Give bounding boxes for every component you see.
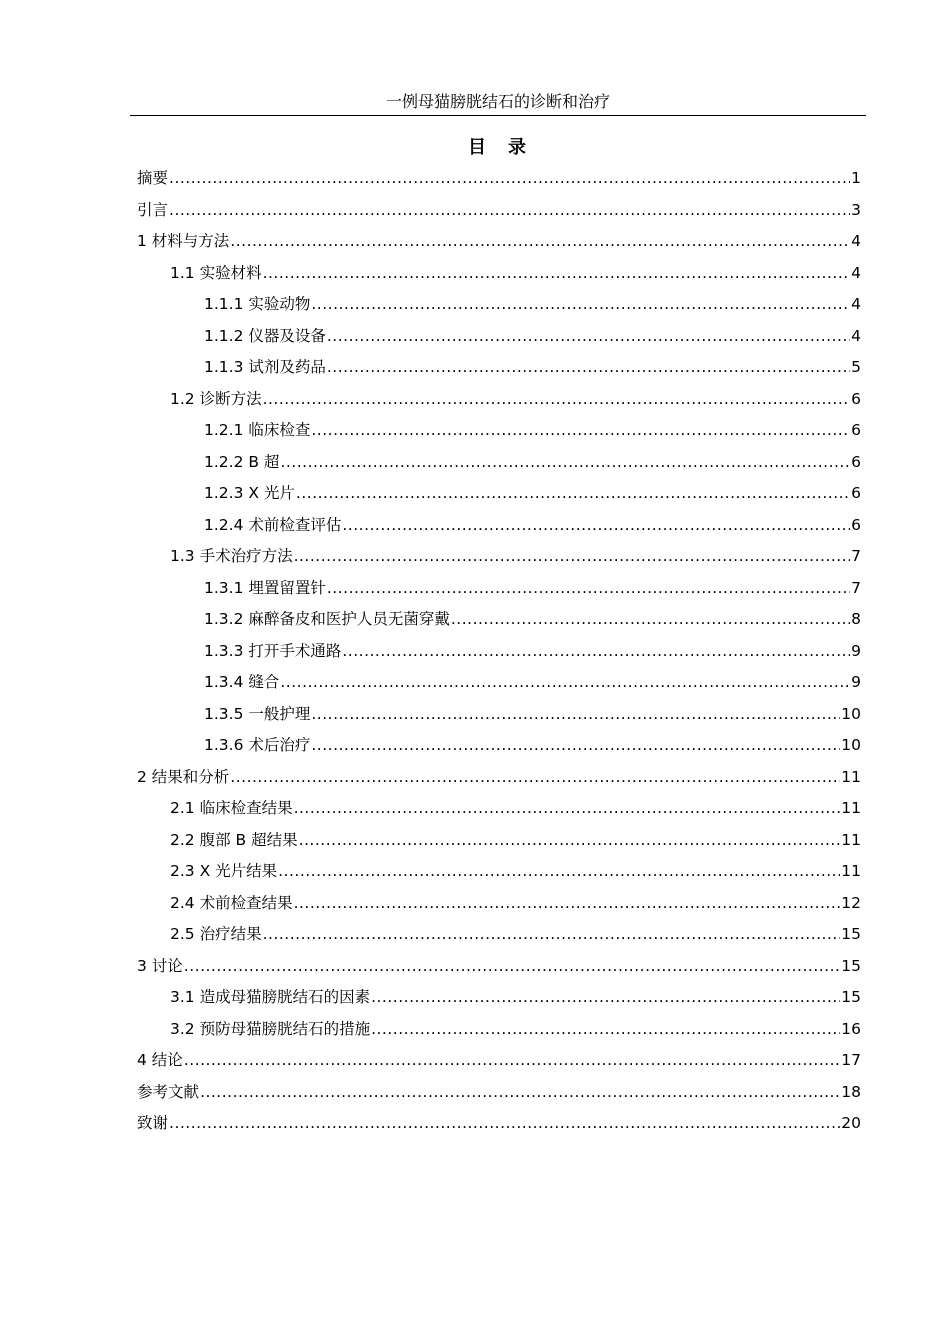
toc-entry-text: 1.2.3 X 光片 [204, 484, 295, 502]
toc-page-number: 9 [851, 673, 861, 691]
toc-entry-text: 1.1.1 实验动物 [204, 295, 311, 313]
toc-dot-leader [294, 794, 841, 822]
toc-entry-text: 4 结论 [137, 1051, 183, 1069]
toc-dot-leader [263, 385, 851, 413]
toc-dot-leader [311, 416, 850, 444]
toc-page-number: 5 [851, 358, 861, 376]
toc-dot-leader [371, 1015, 840, 1043]
toc-entry-text: 2.3 X 光片结果 [170, 862, 278, 880]
toc-dot-leader [169, 164, 850, 192]
toc-page-number: 8 [851, 610, 861, 628]
toc-entry[interactable] [137, 479, 861, 511]
toc-page-number: 6 [851, 452, 861, 471]
toc-entry-text: 3 讨论 [137, 956, 183, 975]
toc-dot-leader [327, 353, 850, 381]
toc-entry-text: 摘要 [137, 169, 169, 187]
toc-entry-text: 3.1 造成母猫膀胱结石的因素 [170, 988, 371, 1006]
toc-dot-leader [311, 731, 840, 759]
toc-page-number: 17 [841, 1051, 861, 1069]
toc-entry-text: 1 材料与方法 [137, 232, 230, 250]
toc-entry[interactable] [137, 511, 861, 543]
toc-dot-leader [169, 196, 850, 224]
toc-entry[interactable] [137, 542, 861, 574]
toc-dot-leader [294, 542, 851, 570]
toc-entry[interactable] [137, 1015, 861, 1047]
toc-entry[interactable] [137, 731, 861, 763]
toc-entry-text: 1.3 手术治疗方法 [170, 547, 293, 565]
toc-entry-text: 1.3.3 打开手术通路 [204, 641, 342, 660]
document-title: 一例母猫膀胱结石的诊断和治疗 [385, 92, 610, 111]
toc-entry-text: 2.2 腹部 B 超结果 [170, 830, 298, 849]
toc-entry-text: 参考文献 [137, 1082, 200, 1101]
toc-dot-leader [311, 700, 840, 728]
toc-dot-leader [296, 479, 850, 507]
toc-page-number: 4 [851, 326, 861, 345]
toc-entry-text: 1.1.2 仪器及设备 [204, 326, 326, 345]
toc-page-number: 15 [841, 956, 861, 975]
toc-entry-text: 1.1 实验材料 [170, 263, 262, 282]
toc-entry[interactable] [137, 1078, 861, 1110]
toc-page-number: 15 [841, 925, 861, 943]
toc-entry[interactable] [137, 920, 861, 952]
toc-page-number: 15 [841, 988, 861, 1006]
toc-page-number: 11 [841, 862, 861, 880]
toc-entry-text: 1.2.4 术前检查评估 [204, 515, 342, 534]
toc-page-number: 11 [841, 799, 861, 817]
toc-entry[interactable] [137, 322, 861, 354]
toc-dot-leader [263, 259, 851, 287]
toc-entry[interactable] [137, 700, 861, 732]
toc-page-number: 4 [851, 232, 861, 250]
toc-dot-leader [451, 605, 850, 633]
toc-entry[interactable] [137, 857, 861, 889]
toc-dot-leader [278, 857, 840, 885]
toc-entry[interactable] [137, 385, 861, 417]
toc-dot-leader [280, 668, 850, 696]
toc-title: 目 录 [468, 137, 528, 158]
toc-page-number: 10 [841, 704, 861, 723]
toc-dot-leader [299, 826, 841, 854]
toc-entry-text: 1.3.2 麻醉备皮和医护人员无菌穿戴 [204, 610, 450, 628]
toc-entry[interactable] [137, 889, 861, 921]
toc-page-number: 10 [841, 736, 861, 754]
toc-page-number: 7 [851, 578, 861, 597]
toc-entry-text: 1.2.2 B 超 [204, 452, 280, 471]
toc-entry-text: 1.2.1 临床检查 [204, 421, 311, 439]
toc-entry[interactable] [137, 416, 861, 448]
toc-entry[interactable] [137, 826, 861, 858]
toc-entry-text: 1.1.3 试剂及药品 [204, 358, 326, 376]
toc-page-number: 6 [851, 389, 861, 408]
toc-dot-leader [294, 889, 841, 917]
toc-entry-text: 3.2 预防母猫膀胱结石的措施 [170, 1019, 371, 1038]
toc-entry-text: 1.3.5 一般护理 [204, 704, 311, 723]
toc-entry[interactable] [137, 794, 861, 826]
toc-entry-text: 致谢 [137, 1114, 169, 1132]
toc-page-number: 1 [851, 169, 861, 187]
toc-dot-leader [327, 574, 850, 602]
toc-dot-leader [263, 920, 841, 948]
toc-entry[interactable] [137, 353, 861, 385]
toc-page-number: 6 [851, 421, 861, 439]
toc-page-number: 12 [841, 893, 861, 912]
toc-entry[interactable] [137, 259, 861, 291]
toc-page-number: 4 [851, 263, 861, 282]
toc-dot-leader [184, 952, 840, 980]
toc-entry[interactable] [137, 196, 861, 228]
toc-page-number: 11 [841, 767, 861, 786]
toc-page-number: 3 [851, 200, 861, 219]
toc-entry[interactable] [137, 448, 861, 480]
toc-entry-text: 1.3.1 埋置留置针 [204, 578, 326, 597]
toc-entry-text: 2.1 临床检查结果 [170, 799, 293, 817]
toc-dot-leader [342, 637, 850, 665]
toc-page-number: 4 [851, 295, 861, 313]
toc-page-number: 9 [851, 641, 861, 660]
toc-entry-text: 1.3.4 缝合 [204, 673, 280, 691]
page-header [130, 90, 866, 116]
toc-entry-text: 2 结果和分析 [137, 767, 230, 786]
toc-entry[interactable] [137, 164, 861, 196]
toc-dot-leader [327, 322, 850, 350]
toc-entry[interactable] [137, 290, 861, 322]
toc-page-number: 7 [851, 547, 861, 565]
toc-entry[interactable] [137, 227, 861, 259]
toc-dot-leader [184, 1046, 840, 1074]
toc-dot-leader [280, 448, 850, 476]
toc-dot-leader [230, 227, 850, 255]
toc-dot-leader [230, 763, 840, 791]
toc-entry-text: 1.3.6 术后治疗 [204, 736, 311, 754]
toc-entry-text: 1.2 诊断方法 [170, 389, 262, 408]
toc-entry-text: 2.4 术前检查结果 [170, 893, 293, 912]
toc-page-number: 6 [851, 484, 861, 502]
toc-entry[interactable] [137, 637, 861, 669]
toc-entry[interactable] [137, 763, 861, 795]
toc-entry[interactable] [137, 983, 861, 1015]
table-of-contents [137, 164, 861, 1141]
toc-page-number: 18 [841, 1082, 861, 1101]
toc-entry-text: 2.5 治疗结果 [170, 925, 262, 943]
toc-page-number: 16 [841, 1019, 861, 1038]
toc-dot-leader [371, 983, 840, 1011]
toc-entry[interactable] [137, 668, 861, 700]
toc-entry[interactable] [137, 952, 861, 984]
toc-entry[interactable] [137, 1109, 861, 1141]
toc-dot-leader [169, 1109, 840, 1137]
toc-dot-leader [311, 290, 850, 318]
toc-entry[interactable] [137, 574, 861, 606]
toc-page-number: 11 [841, 830, 861, 849]
toc-entry[interactable] [137, 1046, 861, 1078]
toc-page-number: 20 [841, 1114, 861, 1132]
toc-dot-leader [342, 511, 850, 539]
toc-entry[interactable] [137, 605, 861, 637]
toc-entry-text: 引言 [137, 200, 169, 219]
toc-page-number: 6 [851, 515, 861, 534]
toc-dot-leader [200, 1078, 840, 1106]
